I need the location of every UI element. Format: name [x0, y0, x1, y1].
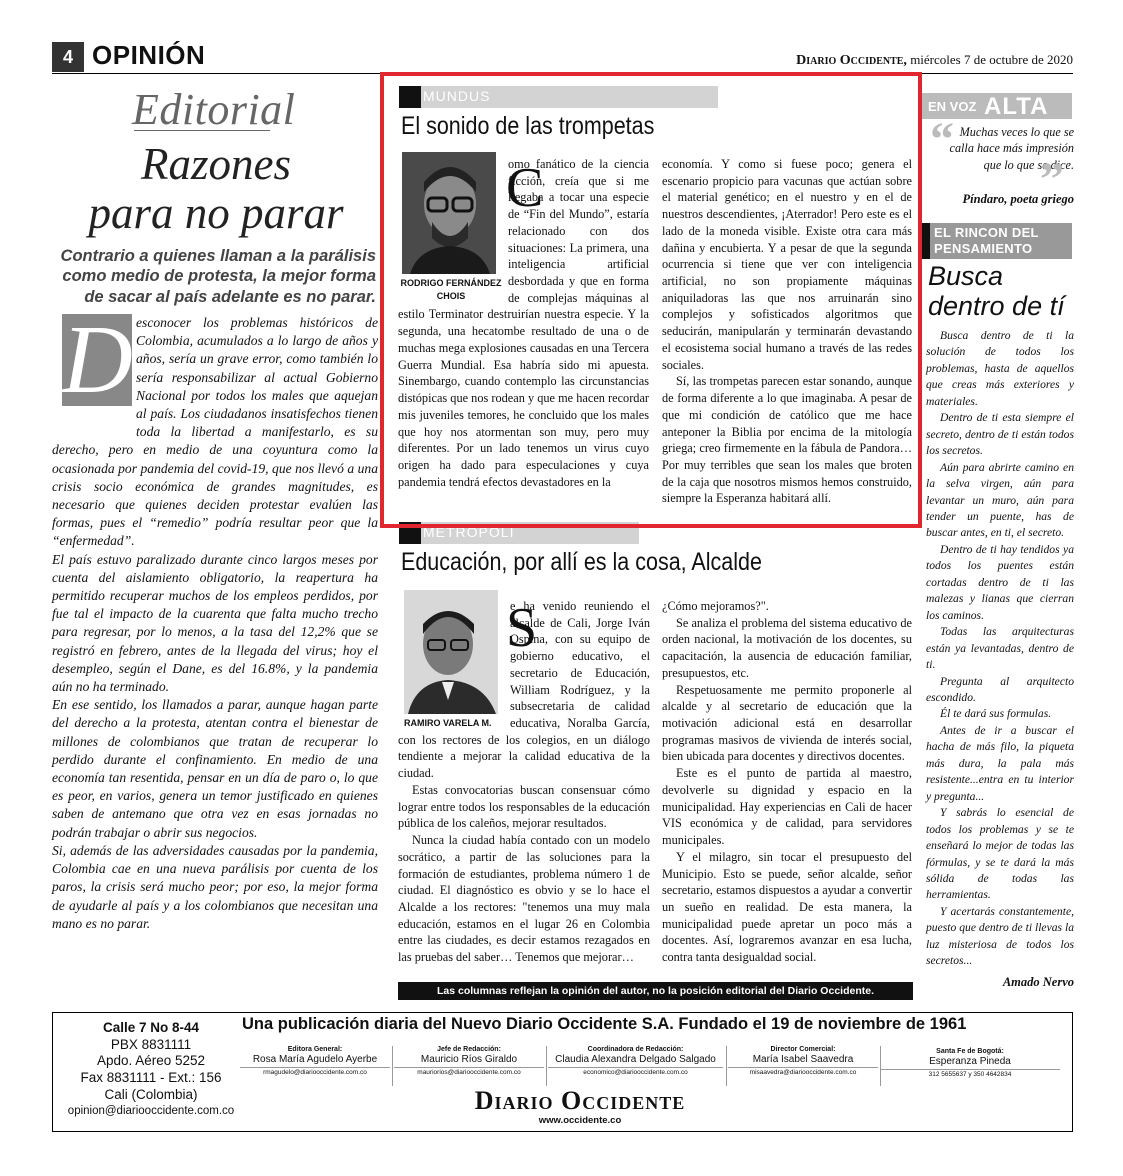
rincon-paragraph: Y acertarás constantemente, puesto que dentro de ti llevas la luz misteriosa de todos los secretos...: [926, 904, 1074, 968]
rincon-paragraph: Aún para abrirte camino en la selva virgen, aún para levantar un muro, aún para tender un puente, has de buscar antes, en ti, el secreto.: [926, 460, 1074, 540]
mundus-drop-cap: C: [506, 157, 544, 219]
footer-pbx: PBX 8831111: [110, 1036, 192, 1052]
rincon-paragraph: Busca dentro de ti la solución de todos los problemas, hasta de aquellos que creas más exteriores y materiales.: [926, 329, 1074, 408]
mundus-paragraph: economía. Y como si fuese poco; genera el escenario propicio para vacunas que actúan sobre el material genético; en el nuestro y en el de nuestros descendientes, ¡Aterrador! Pero este es el lado de la moneda visible. Existe otra cara más dañina y encubierta. Y a pesar de que la segunda ocurrencia si tiene que ver con inteligencia artificial, no son propiamente máquinas aniquiladoras las que nos arruinarán sino complejos y sofisticados algoritmos que seducirán, manipularán y terminarán devastando el ecosistema social humano a través de las redes sociales.: [662, 157, 912, 372]
editorial-rule: [134, 130, 270, 131]
open-quote-icon: “: [930, 113, 954, 166]
staff-name: María Isabel Saavedra: [752, 1053, 854, 1065]
staff-divider: [726, 1046, 727, 1086]
rincon-paragraph: Antes de ir a buscar el hacha de más filo, la piqueta más dura, la pala más resistente...entra en tu interior y pregunta...: [926, 723, 1074, 803]
rincon-author: Amado Nervo: [1002, 975, 1074, 989]
footer-address: Calle 7 No 8-44: [102, 1020, 200, 1035]
alta-label: ALTA: [984, 93, 1049, 120]
kicker-square: [922, 223, 930, 259]
metropoli-paragraph: Respetuosamente me permito proponerle al alcalde y al secretario de educación que la motivación adicional está en desarrollar programas masivos de vivienda de interés social, bien ubicada para docentes y directivos docentes.: [662, 682, 912, 764]
staff-bogota: [880, 1048, 1060, 1078]
staff-phone: 312 5655637 y 350 4642834: [880, 1069, 1060, 1078]
metropoli-paragraph: Estas convocatorias buscan consensuar cómo lograr entre todos los responsables de la educación pública de los caleños, mejorar resultados.: [398, 782, 650, 831]
mundus-paragraph: omo fanático de la ciencia ficción, creía que si me llegaba a tocar una especie de “Fin del Mundo”, estaría relacionado con dos situaciones: La primera, una inteligencia artificial desbordada y que en forma de complejas máquinas al estilo Terminator destruirían nuestra especie. Y la segunda, una hecatombe resultado de una o de muchas mega explosiones causadas en una Tercera Guerra Mundial. Esa habría sido mi apuesta. Sinembargo, cuando contemplo las circunstancias distópicas que nos rodean y que me hacen recordar mis juveniles temores, he concluido que los males que hoy nos atormentan son muy, pero muy diferentes. Por un lado tenemos un virus cuyo origen ha dado para especulaciones y cuya pandemia tendrá efectos devastadores en la: [398, 157, 649, 489]
author-caption-rodrigo: RODRIGO FERNÁNDEZ CHOIS: [400, 278, 502, 302]
paper-name: Diario Occidente,: [796, 53, 907, 68]
close-quote-icon: ”: [1040, 153, 1064, 206]
metropoli-title: Educación, por allí es la cosa, Alcalde: [401, 548, 762, 576]
staff-coordinadora: [548, 1046, 723, 1076]
metropoli-paragraph: Se analiza el problema del sistema educativo de orden nacional, la motivación de los docentes, su capacitación, la ausencia de educación familiar, presupuestos, etc.: [662, 615, 912, 680]
author-caption-ramiro: RAMIRO VARELA M.: [404, 718, 492, 728]
editorial-lead: Contrario a quienes llaman a la parálisis como medio de protesta, la mejor forma de sacar al país adelante es no parar.: [60, 247, 376, 306]
section-title: OPINIÓN: [92, 40, 206, 70]
footer-logo: Diario Occidente: [474, 1086, 686, 1115]
rincon-label: EL RINCON DEL PENSAMIENTO: [934, 225, 1039, 256]
staff-role: Editora General:: [287, 1046, 343, 1053]
mundus-paragraph: Sí, las trompetas parecen estar sonando, aunque de forma diferente a lo que imaginaba. A pesar de que mi condición de católico que me hace anteponer la Biblia por encima de la mitología griega; creo firmemente en la fábula de Pandora… Por muy terribles que sean los males que broten de la caja que nosotros mismos hemos construido, siempre la Esperanza habitará allí.: [662, 374, 912, 506]
metropoli-paragraph: Este es el punto de partida al maestro, devolverle su dignidad y espacio en la municipalidad. Hay experiencias en Cali de hacer VIS económica y de calidad, para servidores municipales.: [662, 766, 912, 848]
editorial-title: Razones para no parar: [88, 139, 344, 238]
footer-apdo: Apdo. Aéreo 5252: [96, 1053, 206, 1069]
metropoli-drop-cap: S: [506, 597, 538, 659]
staff-email[interactable]: economico@diariooccidente.com.co: [548, 1067, 723, 1076]
staff-name: Rosa María Agudelo Ayerbe: [252, 1053, 378, 1065]
editorial-paragraph: En ese sentido, los llamados a parar, aunque hagan parte del derecho a la protesta, atentan contra el bienestar de millones de colombianos que tratan de recuperar lo perdido durante el confinamiento. En medio de una economía tan resentida, pensar en un día de paro o, lo que es peor, en varios, genera un temor justificado en quienes saben de antemano que otra vez en esas jornadas no podrán trabajar o abrir sus negocios.: [52, 697, 378, 840]
staff-director: [728, 1046, 878, 1076]
highlight-box: [380, 72, 922, 528]
rincon-paragraph: Y sabrás lo esencial de todos los problemas y se te enseñará lo mejor de todas las fórmulas, y se te dará la más sólida de todas las herramientas.: [926, 806, 1074, 902]
editorial-drop-cap: D: [62, 306, 133, 414]
staff-role: Jefe de Redacción:: [437, 1046, 501, 1053]
staff-editora: [240, 1046, 390, 1076]
masthead: [796, 52, 1073, 69]
footer-email[interactable]: opinion@diariooccidente.com.co: [67, 1104, 235, 1117]
footer-contact: [58, 1020, 244, 1118]
issue-date: miércoles 7 de octubre de 2020: [910, 52, 1073, 67]
quote-author: Píndaro, poeta griego: [962, 192, 1074, 206]
metropoli-kicker: METRÓPOLI: [423, 524, 515, 540]
editorial-paragraph: El país estuvo paralizado durante cinco largos meses por cuenta del aislamiento obligatorio, la reapertura ha permitido recuperar muchos de los empleos perdidos, por fue tal el impacto de la cuarenta que falta mucho trecho para regresar, por lo menos, a la tasa del 12,2% que se registró en febrero, antes de la llegada del virus; hoy el desempleo, según el Dane, es del 16.8%, y la pandemia aún no ha terminado.: [52, 551, 378, 695]
editorial-paragraph: esconocer los problemas históricos de Colombia, acumulados a lo largo de años y años, sería un grave error, como también lo sería responsabilizar al actual Gobierno Nacional por todos los males que aquejan al país. Los ciudadanos insatisfechos tienen toda la libertad a manifestarlo, es su derecho, pero en medio de una coyuntura como la ocasionada por pandemia del covid-19, que nos llevó a una crisis socio económica de grandes magnitudes, es necesario que quienes deciden protestar evalúen las formas, pues el “remedio” podría resultar peor que la “enfermedad”.: [52, 315, 378, 549]
staff-role: Santa Fe de Bogotá:: [936, 1048, 1004, 1055]
staff-divider: [392, 1046, 393, 1086]
rincon-paragraph: Pregunta al arquitecto escondido.: [926, 674, 1074, 704]
rincon-bar: [922, 223, 1072, 259]
staff-name: Esperanza Pineda: [929, 1055, 1011, 1067]
page-number: 4: [52, 42, 84, 72]
rincon-paragraph: Dentro de ti hay tendidos ya todos los puentes están cortadas dentro de ti las malezas y lianas que cierran los caminos.: [926, 542, 1074, 622]
rincon-title: Busca dentro de tí: [928, 261, 1065, 321]
rincon-body: [926, 328, 1074, 970]
editorial-paragraph: Si, además de las adversidades causadas por la pandemia, Colombia cae en una nueva parálisis por cuenta de los paros, la crisis será mucho peor; por eso, la mejor forma de ayudarle al país y a los colombianos que necesitan una mano es no parar.: [52, 842, 378, 931]
rincon-paragraph: Dentro de ti esta siempre el secreto, dentro de ti están todos los secretos.: [926, 411, 1074, 458]
footer-fax: Fax 8831111 - Ext.: 156: [80, 1070, 222, 1086]
editorial-label: Editorial: [132, 85, 296, 134]
rincon-paragraph: Él te dará sus formulas.: [940, 707, 1052, 721]
staff-name: Claudia Alexandra Delgado Salgado: [555, 1053, 716, 1065]
metropoli-column-2: [662, 598, 912, 966]
mundus-title: El sonido de las trompetas: [401, 112, 655, 140]
staff-divider: [546, 1046, 547, 1086]
metropoli-paragraph: e ha venido reuniendo el alcalde de Cali, Jorge Iván Ospina, con su equipo de gobierno educativo, el secretario de Educación, William Rodríguez, y la subsecretaria de calidad educativa, Noralba García, con los rectores de los colegios, en un diálogo tendiente a mejorar la calidad educativa de la ciudad.: [398, 599, 650, 781]
metropoli-paragraph: ¿Cómo mejoramos?".: [662, 599, 769, 613]
footer-url[interactable]: www.occidente.co: [538, 1115, 622, 1126]
metropoli-paragraph: Nunca la ciudad había contado con un modelo socrático, a partir de las soluciones para la formación de estudiantes, problema número 1 de ciudad. El diagnóstico es obvio y se lo hace el Alcalde a los rectores: "tenemos una muy mala educación, estamos en el lugar 26 en Colombia entre las ciudades, es decir estamos rezagados en las pruebas del saber… Tenemos que mejorar…: [398, 833, 650, 965]
en-voz-label: EN VOZ: [928, 99, 977, 114]
opinion-disclaimer: Las columnas reflejan la opinión del autor, no la posición editorial del Diario Occidente.: [398, 982, 913, 1000]
metropoli-paragraph: Y el milagro, sin tocar el presupuesto del Municipio. Esto se puede, señor alcalde, señor secretario, estamos dispuestos a ayudar a convertir un sueño en realidad. De esta manera, la municipalidad puede apretar un poco más a docentes. Así, lograremos avanzar en esa lucha, contra tanta desigualdad social.: [662, 849, 912, 965]
mundus-kicker: MUNDUS: [423, 88, 491, 104]
footer-city: Cali (Colombia): [104, 1086, 198, 1102]
rincon-paragraph: Todas las arquitecturas están ya levantadas, dentro de ti.: [926, 625, 1074, 672]
staff-email[interactable]: mauriorios@diariooccidente.com.co: [394, 1067, 544, 1076]
staff-name: Mauricio Ríos Giraldo: [420, 1053, 518, 1065]
staff-role: Director Comercial:: [770, 1046, 836, 1053]
quote-text: Muchas veces lo que se calla hace más impresión que lo que se dice.: [949, 125, 1074, 172]
footer-publication: Una publicación diaria del Nuevo Diario Occidente S.A. Fundado el 19 de noviembre de 1961: [242, 1015, 967, 1033]
staff-email[interactable]: misaavedra@diariooccidente.com.co: [728, 1067, 878, 1076]
staff-role: Coordinadora de Redacción:: [587, 1046, 684, 1053]
staff-jefe: [394, 1046, 544, 1076]
staff-email[interactable]: rmagudelo@diariooccidente.com.co: [240, 1067, 390, 1076]
